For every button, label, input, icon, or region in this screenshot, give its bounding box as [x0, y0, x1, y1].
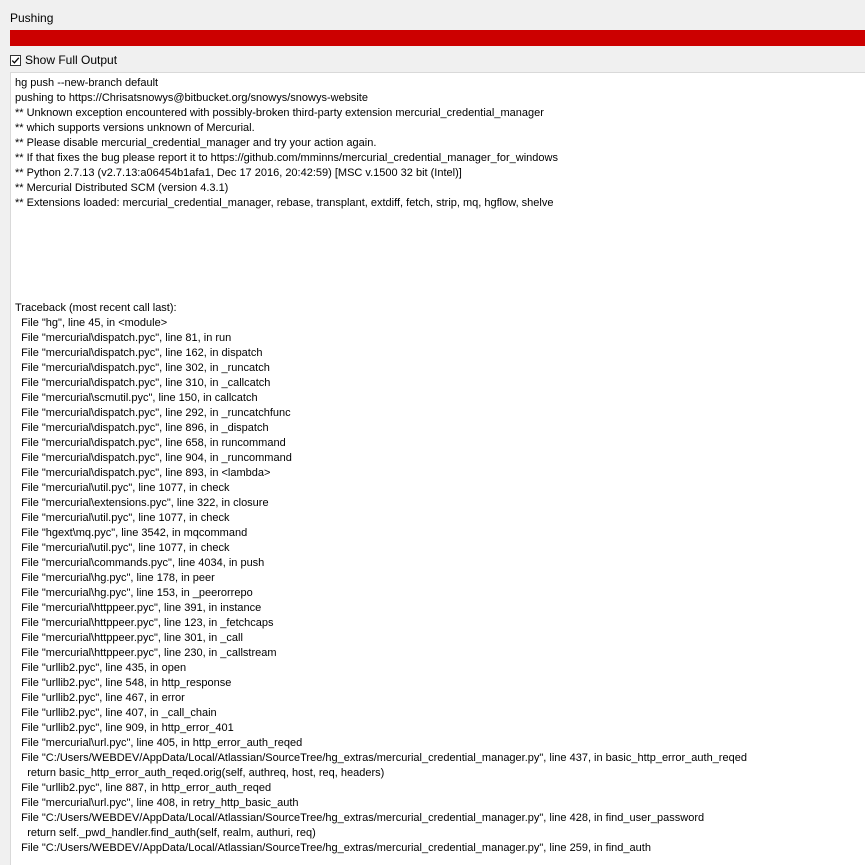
output-line: pushing to https://Chrisatsnowys@bitbucket.org/snowys/snowys-website [15, 92, 368, 104]
output-line: File "C:/Users/WEBDEV/AppData/Local/Atlassian/SourceTree/hg_extras/mercurial_credential_manager.py", line 259, in find_auth [15, 842, 651, 854]
output-line [15, 286, 865, 301]
output-line: File "hgext\mq.pyc", line 3542, in mqcommand [15, 527, 248, 539]
output-line [15, 271, 865, 286]
output-line: File "mercurial\dispatch.pyc", line 162, in dispatch [15, 347, 263, 359]
output-line: ** Please disable mercurial_credential_manager and try your action again. [15, 137, 377, 149]
output-log[interactable] [10, 72, 865, 865]
output-line [15, 211, 865, 226]
show-full-output-checkbox[interactable] [10, 55, 21, 66]
output-line: ** Extensions loaded: mercurial_credential_manager, rebase, transplant, extdiff, fetch, strip, mq, hgflow, shelve [15, 197, 554, 209]
output-line: File "mercurial\dispatch.pyc", line 81, in run [15, 332, 232, 344]
output-line: File "mercurial\dispatch.pyc", line 896, in _dispatch [15, 422, 269, 434]
output-line: File "mercurial\dispatch.pyc", line 302, in _runcatch [15, 362, 270, 374]
output-line: ** which supports versions unknown of Mercurial. [15, 122, 255, 134]
output-line: File "mercurial\httppeer.pyc", line 230, in _callstream [15, 647, 277, 659]
output-line: ** Mercurial Distributed SCM (version 4.3.1) [15, 182, 229, 194]
output-line [15, 256, 865, 271]
show-full-output-toggle[interactable] [10, 52, 117, 68]
checkmark-icon [11, 56, 20, 65]
output-line: File "mercurial\url.pyc", line 408, in retry_http_basic_auth [15, 797, 299, 809]
output-line: File "mercurial\util.pyc", line 1077, in check [15, 482, 230, 494]
output-line: ** Unknown exception encountered with possibly-broken third-party extension mercurial_credential_manager [15, 107, 544, 119]
dialog-title: Pushing [10, 11, 54, 25]
output-line: ** Python 2.7.13 (v2.7.13:a06454b1afa1, Dec 17 2016, 20:42:59) [MSC v.1500 32 bit (Intel)] [15, 167, 462, 179]
output-line: File "mercurial\hg.pyc", line 153, in _peerorrepo [15, 587, 253, 599]
output-line: File "mercurial\dispatch.pyc", line 658, in runcommand [15, 437, 286, 449]
progress-bar-fill [10, 30, 865, 46]
output-line: File "mercurial\extensions.pyc", line 322, in closure [15, 497, 269, 509]
output-line: File "urllib2.pyc", line 435, in open [15, 662, 187, 674]
show-full-output-label: Show Full Output [25, 53, 118, 67]
output-line: return self._pwd_handler.find_auth(self, realm, authuri, req) [15, 827, 316, 839]
output-line: File "mercurial\dispatch.pyc", line 310, in _callcatch [15, 377, 271, 389]
output-line: File "mercurial\httppeer.pyc", line 301, in _call [15, 632, 243, 644]
output-line: File "urllib2.pyc", line 909, in http_error_401 [15, 722, 234, 734]
output-line: ** If that fixes the bug please report it to https://github.com/mminns/mercurial_credential_manager_for_windows [15, 152, 558, 164]
output-line [15, 226, 865, 241]
output-line: File "urllib2.pyc", line 467, in error [15, 692, 185, 704]
progress-bar [10, 30, 865, 46]
output-line: File "mercurial\util.pyc", line 1077, in check [15, 542, 230, 554]
output-line: File "mercurial\commands.pyc", line 4034, in push [15, 557, 265, 569]
output-line: File "hg", line 45, in <module> [15, 317, 168, 329]
output-line: File "urllib2.pyc", line 548, in http_response [15, 677, 232, 689]
output-line: File "C:/Users/WEBDEV/AppData/Local/Atlassian/SourceTree/hg_extras/mercurial_credential_manager.py", line 437, in basic_http_error_auth_reqed [15, 752, 747, 764]
output-line: File "mercurial\httppeer.pyc", line 123, in _fetchcaps [15, 617, 274, 629]
output-line: File "mercurial\hg.pyc", line 178, in peer [15, 572, 215, 584]
output-line: File "mercurial\dispatch.pyc", line 904, in _runcommand [15, 452, 292, 464]
output-line: File "C:/Users/WEBDEV/AppData/Local/Atlassian/SourceTree/hg_extras/mercurial_credential_manager.py", line 428, in find_user_password [15, 812, 705, 824]
output-line: File "mercurial\dispatch.pyc", line 292, in _runcatchfunc [15, 407, 291, 419]
output-line: Traceback (most recent call last): [15, 302, 177, 314]
output-line: hg push --new-branch default [15, 77, 159, 89]
output-line: File "urllib2.pyc", line 887, in http_error_auth_reqed [15, 782, 272, 794]
output-line: return basic_http_error_auth_reqed.orig(self, authreq, host, req, headers) [15, 767, 385, 779]
output-line: File "mercurial\util.pyc", line 1077, in check [15, 512, 230, 524]
output-line: File "urllib2.pyc", line 407, in _call_chain [15, 707, 217, 719]
output-line [15, 241, 865, 256]
output-line: File "mercurial\dispatch.pyc", line 893, in <lambda> [15, 467, 271, 479]
output-line: File "mercurial\url.pyc", line 405, in http_error_auth_reqed [15, 737, 303, 749]
output-line: File "mercurial\httppeer.pyc", line 391, in instance [15, 602, 262, 614]
output-line: File "mercurial\scmutil.pyc", line 150, in callcatch [15, 392, 258, 404]
